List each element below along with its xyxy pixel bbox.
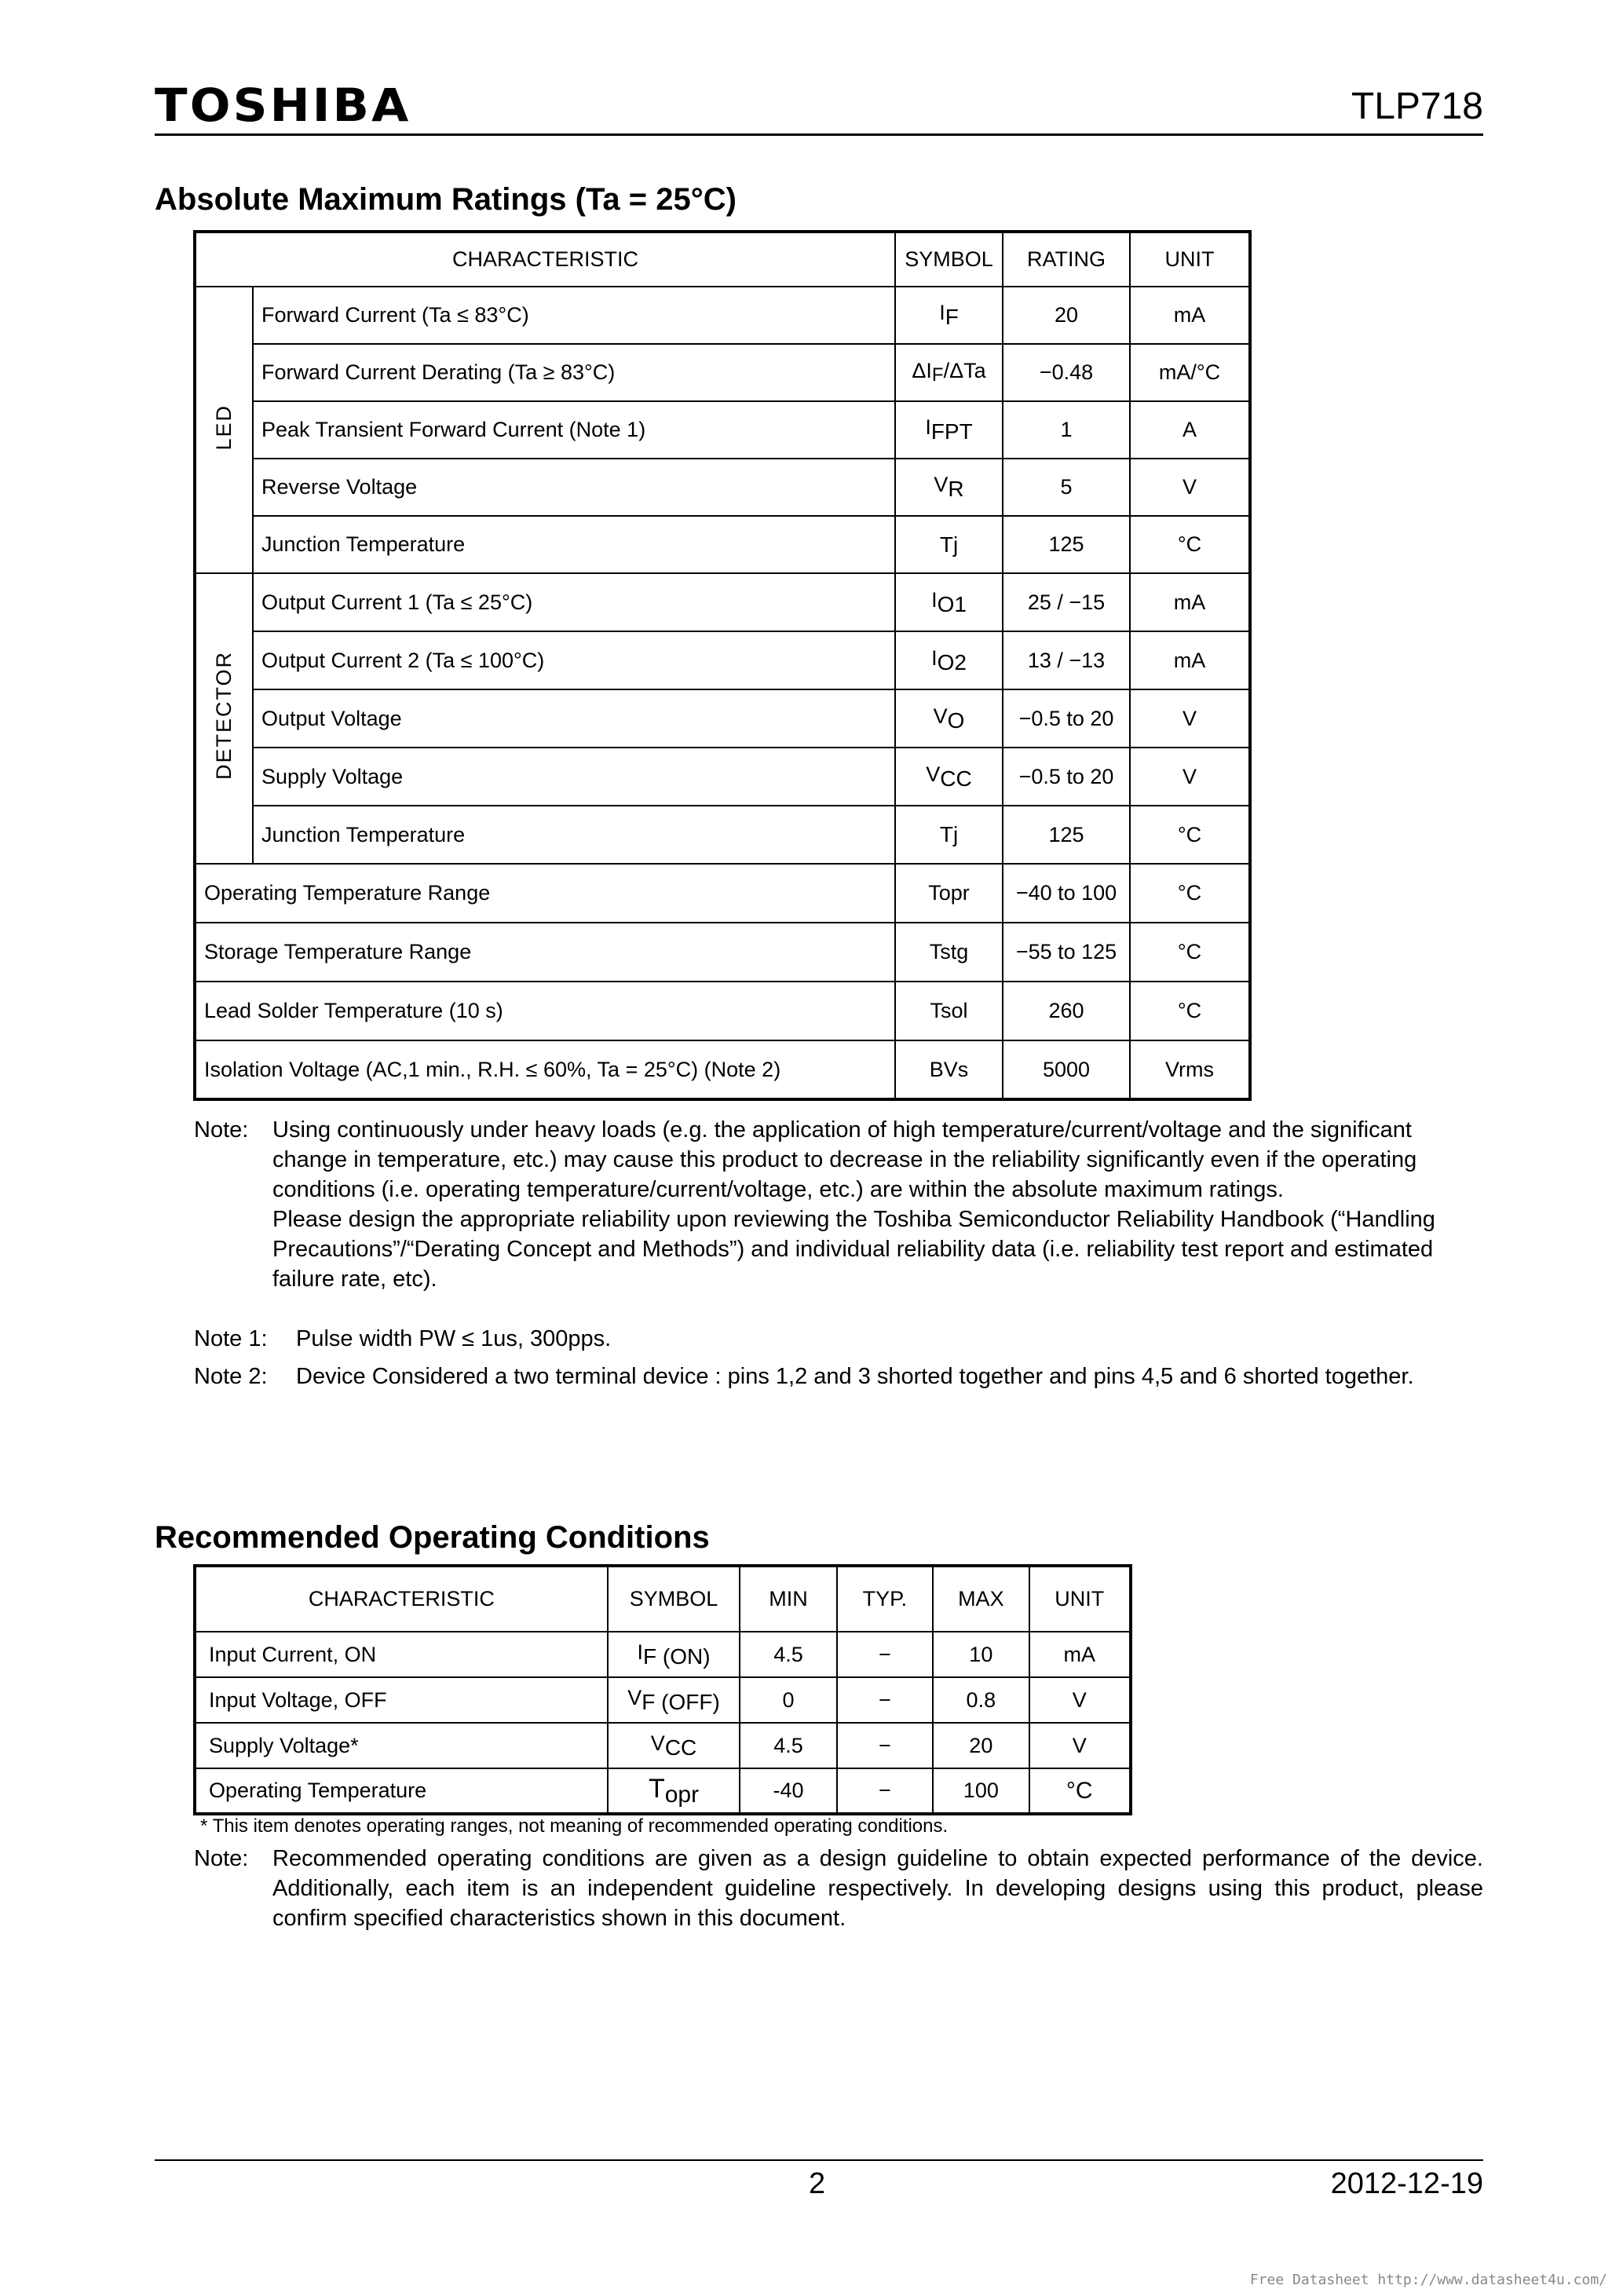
symbol-cell: $V_O$ [895, 689, 1003, 748]
min-cell: -40 [740, 1768, 836, 1814]
characteristic-cell: Output Current 1 (Ta ≤ 25°C) [253, 573, 895, 631]
table-row [195, 516, 1250, 573]
unit-cell: V [1130, 748, 1250, 806]
symbol-cell: $I_F$ [895, 287, 1003, 344]
led-group-label: LED [212, 404, 236, 451]
symbol-cell: Tj [895, 806, 1003, 864]
unit-cell: V [1029, 1677, 1131, 1723]
detector-group-cell [195, 573, 253, 864]
unit-cell: V [1130, 459, 1250, 516]
symbol-cell: BVs [895, 1040, 1003, 1099]
rating-cell: 5000 [1003, 1040, 1130, 1099]
characteristic-cell: Supply Voltage [253, 748, 895, 806]
max-cell: 100 [933, 1768, 1029, 1814]
unit-cell: mA [1130, 573, 1250, 631]
table-row [195, 573, 1250, 631]
min-cell: 4.5 [740, 1723, 836, 1768]
rating-cell: 1 [1003, 401, 1130, 459]
col-unit: UNIT [1130, 232, 1250, 287]
symbol-cell: $V_{F (OFF)}$ [608, 1677, 740, 1723]
note-text: Recommended operating conditions are given as a design guideline to obtain expected performance of the device. Additionally, each item is an independent guideline respectively. In developing designs using this product, please confirm specified characteristics shown in this document. [272, 1846, 1483, 1931]
rating-cell: −40 to 100 [1003, 864, 1130, 923]
unit-cell: V [1130, 689, 1250, 748]
note-text: Pulse width PW ≤ 1us, 300pps. [296, 1326, 612, 1351]
characteristic-cell: Isolation Voltage (AC,1 min., R.H. ≤ 60%, Ta = 25°C) (Note 2) [195, 1040, 895, 1099]
typ-cell: − [837, 1677, 933, 1723]
col-unit: UNIT [1029, 1566, 1131, 1632]
note-paragraph: Please design the appropriate reliability upon reviewing the Toshiba Semiconductor Reliability Handbook (“Handling Precautions”/“Derating Concept and Methods”) and individual reliability data (i.e. reliability test report and estimated failure rate, etc). [272, 1207, 1435, 1292]
table-row [195, 1723, 1131, 1768]
table-row [195, 344, 1250, 401]
table-row [195, 689, 1250, 748]
abs-max-notes [194, 1115, 1483, 1391]
table-row [195, 631, 1250, 689]
symbol-cell: $I_{O1}$ [895, 573, 1003, 631]
table-row [195, 982, 1250, 1040]
note [194, 1115, 1483, 1294]
rec-op-table [193, 1564, 1132, 1815]
rating-cell: −55 to 125 [1003, 923, 1130, 982]
typ-cell: − [837, 1723, 933, 1768]
rec-op-footnote: * This item denotes operating ranges, not meaning of recommended operating conditions. [200, 1815, 949, 1837]
col-min: MIN [740, 1566, 836, 1632]
col-typ: TYP. [837, 1566, 933, 1632]
max-cell: 20 [933, 1723, 1029, 1768]
symbol-cell: Tstg [895, 923, 1003, 982]
table-row [195, 459, 1250, 516]
unit-cell: mA [1130, 631, 1250, 689]
unit-cell: °C [1130, 806, 1250, 864]
page-number: 2 [809, 2167, 826, 2200]
rec-op-notes [194, 1844, 1483, 1933]
rating-cell: −0.48 [1003, 344, 1130, 401]
unit-cell: Vrms [1130, 1040, 1250, 1099]
table-row [195, 748, 1250, 806]
part-number: TLP718 [1351, 86, 1483, 127]
characteristic-cell: Lead Solder Temperature (10 s) [195, 982, 895, 1040]
unit-cell: mA/°C [1130, 344, 1250, 401]
abs-max-table [193, 230, 1252, 1101]
note-text: Device Considered a two terminal device : pins 1,2 and 3 shorted together and pins 4,5 and 6 shorted together. [296, 1364, 1414, 1389]
table-row [195, 1040, 1250, 1099]
unit-cell: °C [1130, 864, 1250, 923]
characteristic-cell: Supply Voltage* [195, 1723, 608, 1768]
characteristic-cell: Reverse Voltage [253, 459, 895, 516]
detector-group-label: DETECTOR [212, 651, 236, 781]
table-row [195, 287, 1250, 344]
unit-cell: °C [1130, 923, 1250, 982]
table-header-row [195, 1566, 1131, 1632]
toshiba-logo: TOSHIBA [155, 79, 411, 132]
characteristic-cell: Forward Current (Ta ≤ 83°C) [253, 287, 895, 344]
document-date: 2012-12-19 [1330, 2167, 1483, 2200]
unit-cell: °C [1029, 1768, 1131, 1814]
unit-cell: V [1029, 1723, 1131, 1768]
rating-cell: −0.5 to 20 [1003, 748, 1130, 806]
max-cell: 10 [933, 1632, 1029, 1677]
table-row [195, 923, 1250, 982]
characteristic-cell: Operating Temperature [195, 1768, 608, 1814]
symbol-cell: Topr [895, 864, 1003, 923]
rating-cell: 125 [1003, 516, 1130, 573]
rec-op-title: Recommended Operating Conditions [155, 1520, 710, 1555]
symbol-cell: $T_{opr}$ [608, 1768, 740, 1814]
characteristic-cell: Storage Temperature Range [195, 923, 895, 982]
symbol-cell: Tsol [895, 982, 1003, 1040]
rating-cell: 20 [1003, 287, 1130, 344]
max-cell: 0.8 [933, 1677, 1029, 1723]
characteristic-cell: Peak Transient Forward Current (Note 1) [253, 401, 895, 459]
min-cell: 0 [740, 1677, 836, 1723]
col-max: MAX [933, 1566, 1029, 1632]
symbol-cell: $V_R$ [895, 459, 1003, 516]
unit-cell: mA [1029, 1632, 1131, 1677]
rating-cell: 5 [1003, 459, 1130, 516]
col-characteristic: CHARACTERISTIC [195, 232, 895, 287]
min-cell: 4.5 [740, 1632, 836, 1677]
rating-cell: 25 / −15 [1003, 573, 1130, 631]
symbol-cell: $I_{O2}$ [895, 631, 1003, 689]
symbol-cell: $V_{CC}$ [895, 748, 1003, 806]
table-row [195, 1768, 1131, 1814]
header-rule [155, 133, 1483, 136]
note-label: Note: [194, 1117, 249, 1143]
note-paragraph: Using continuously under heavy loads (e.g. the application of high temperature/current/voltage and the significant change in temperature, etc.) may cause this product to decrease in the reliability significantly even if the operating conditions (i.e. operating temperature/current/voltage, etc.) are within the absolute maximum ratings. [272, 1117, 1417, 1202]
table-row [195, 1632, 1131, 1677]
note-label: Note 2: [194, 1364, 268, 1389]
symbol-cell: $I_{F (ON)}$ [608, 1632, 740, 1677]
rating-cell: 125 [1003, 806, 1130, 864]
rating-cell: 260 [1003, 982, 1130, 1040]
symbol-cell: Tj [895, 516, 1003, 573]
col-characteristic: CHARACTERISTIC [195, 1566, 608, 1632]
note-2 [194, 1362, 1483, 1391]
characteristic-cell: Junction Temperature [253, 516, 895, 573]
symbol-cell: $V_{CC}$ [608, 1723, 740, 1768]
table-row [195, 806, 1250, 864]
symbol-cell: $\Delta I_F$/ΔTa [895, 344, 1003, 401]
col-rating: RATING [1003, 232, 1130, 287]
characteristic-cell: Input Voltage, OFF [195, 1677, 608, 1723]
rating-cell: 13 / −13 [1003, 631, 1130, 689]
table-row [195, 864, 1250, 923]
table-row [195, 1677, 1131, 1723]
typ-cell: − [837, 1632, 933, 1677]
note-text [272, 1115, 1483, 1294]
typ-cell: − [837, 1768, 933, 1814]
characteristic-cell: Junction Temperature [253, 806, 895, 864]
note-label: Note: [194, 1846, 249, 1871]
characteristic-cell: Operating Temperature Range [195, 864, 895, 923]
col-symbol: SYMBOL [608, 1566, 740, 1632]
footer-rule [155, 2159, 1483, 2161]
unit-cell: °C [1130, 982, 1250, 1040]
note [194, 1844, 1483, 1933]
characteristic-cell: Forward Current Derating (Ta ≥ 83°C) [253, 344, 895, 401]
source-watermark: Free Datasheet http://www.datasheet4u.com/ [1249, 2272, 1607, 2288]
unit-cell: A [1130, 401, 1250, 459]
table-header-row [195, 232, 1250, 287]
characteristic-cell: Input Current, ON [195, 1632, 608, 1677]
rating-cell: −0.5 to 20 [1003, 689, 1130, 748]
unit-cell: °C [1130, 516, 1250, 573]
abs-max-title: Absolute Maximum Ratings (Ta = 25°C) [155, 182, 737, 217]
unit-cell: mA [1130, 287, 1250, 344]
note-1 [194, 1324, 1483, 1354]
led-group-cell [195, 287, 253, 573]
col-symbol: SYMBOL [895, 232, 1003, 287]
table-row [195, 401, 1250, 459]
symbol-cell: $I_{FPT}$ [895, 401, 1003, 459]
note-label: Note 1: [194, 1326, 268, 1351]
characteristic-cell: Output Current 2 (Ta ≤ 100°C) [253, 631, 895, 689]
characteristic-cell: Output Voltage [253, 689, 895, 748]
